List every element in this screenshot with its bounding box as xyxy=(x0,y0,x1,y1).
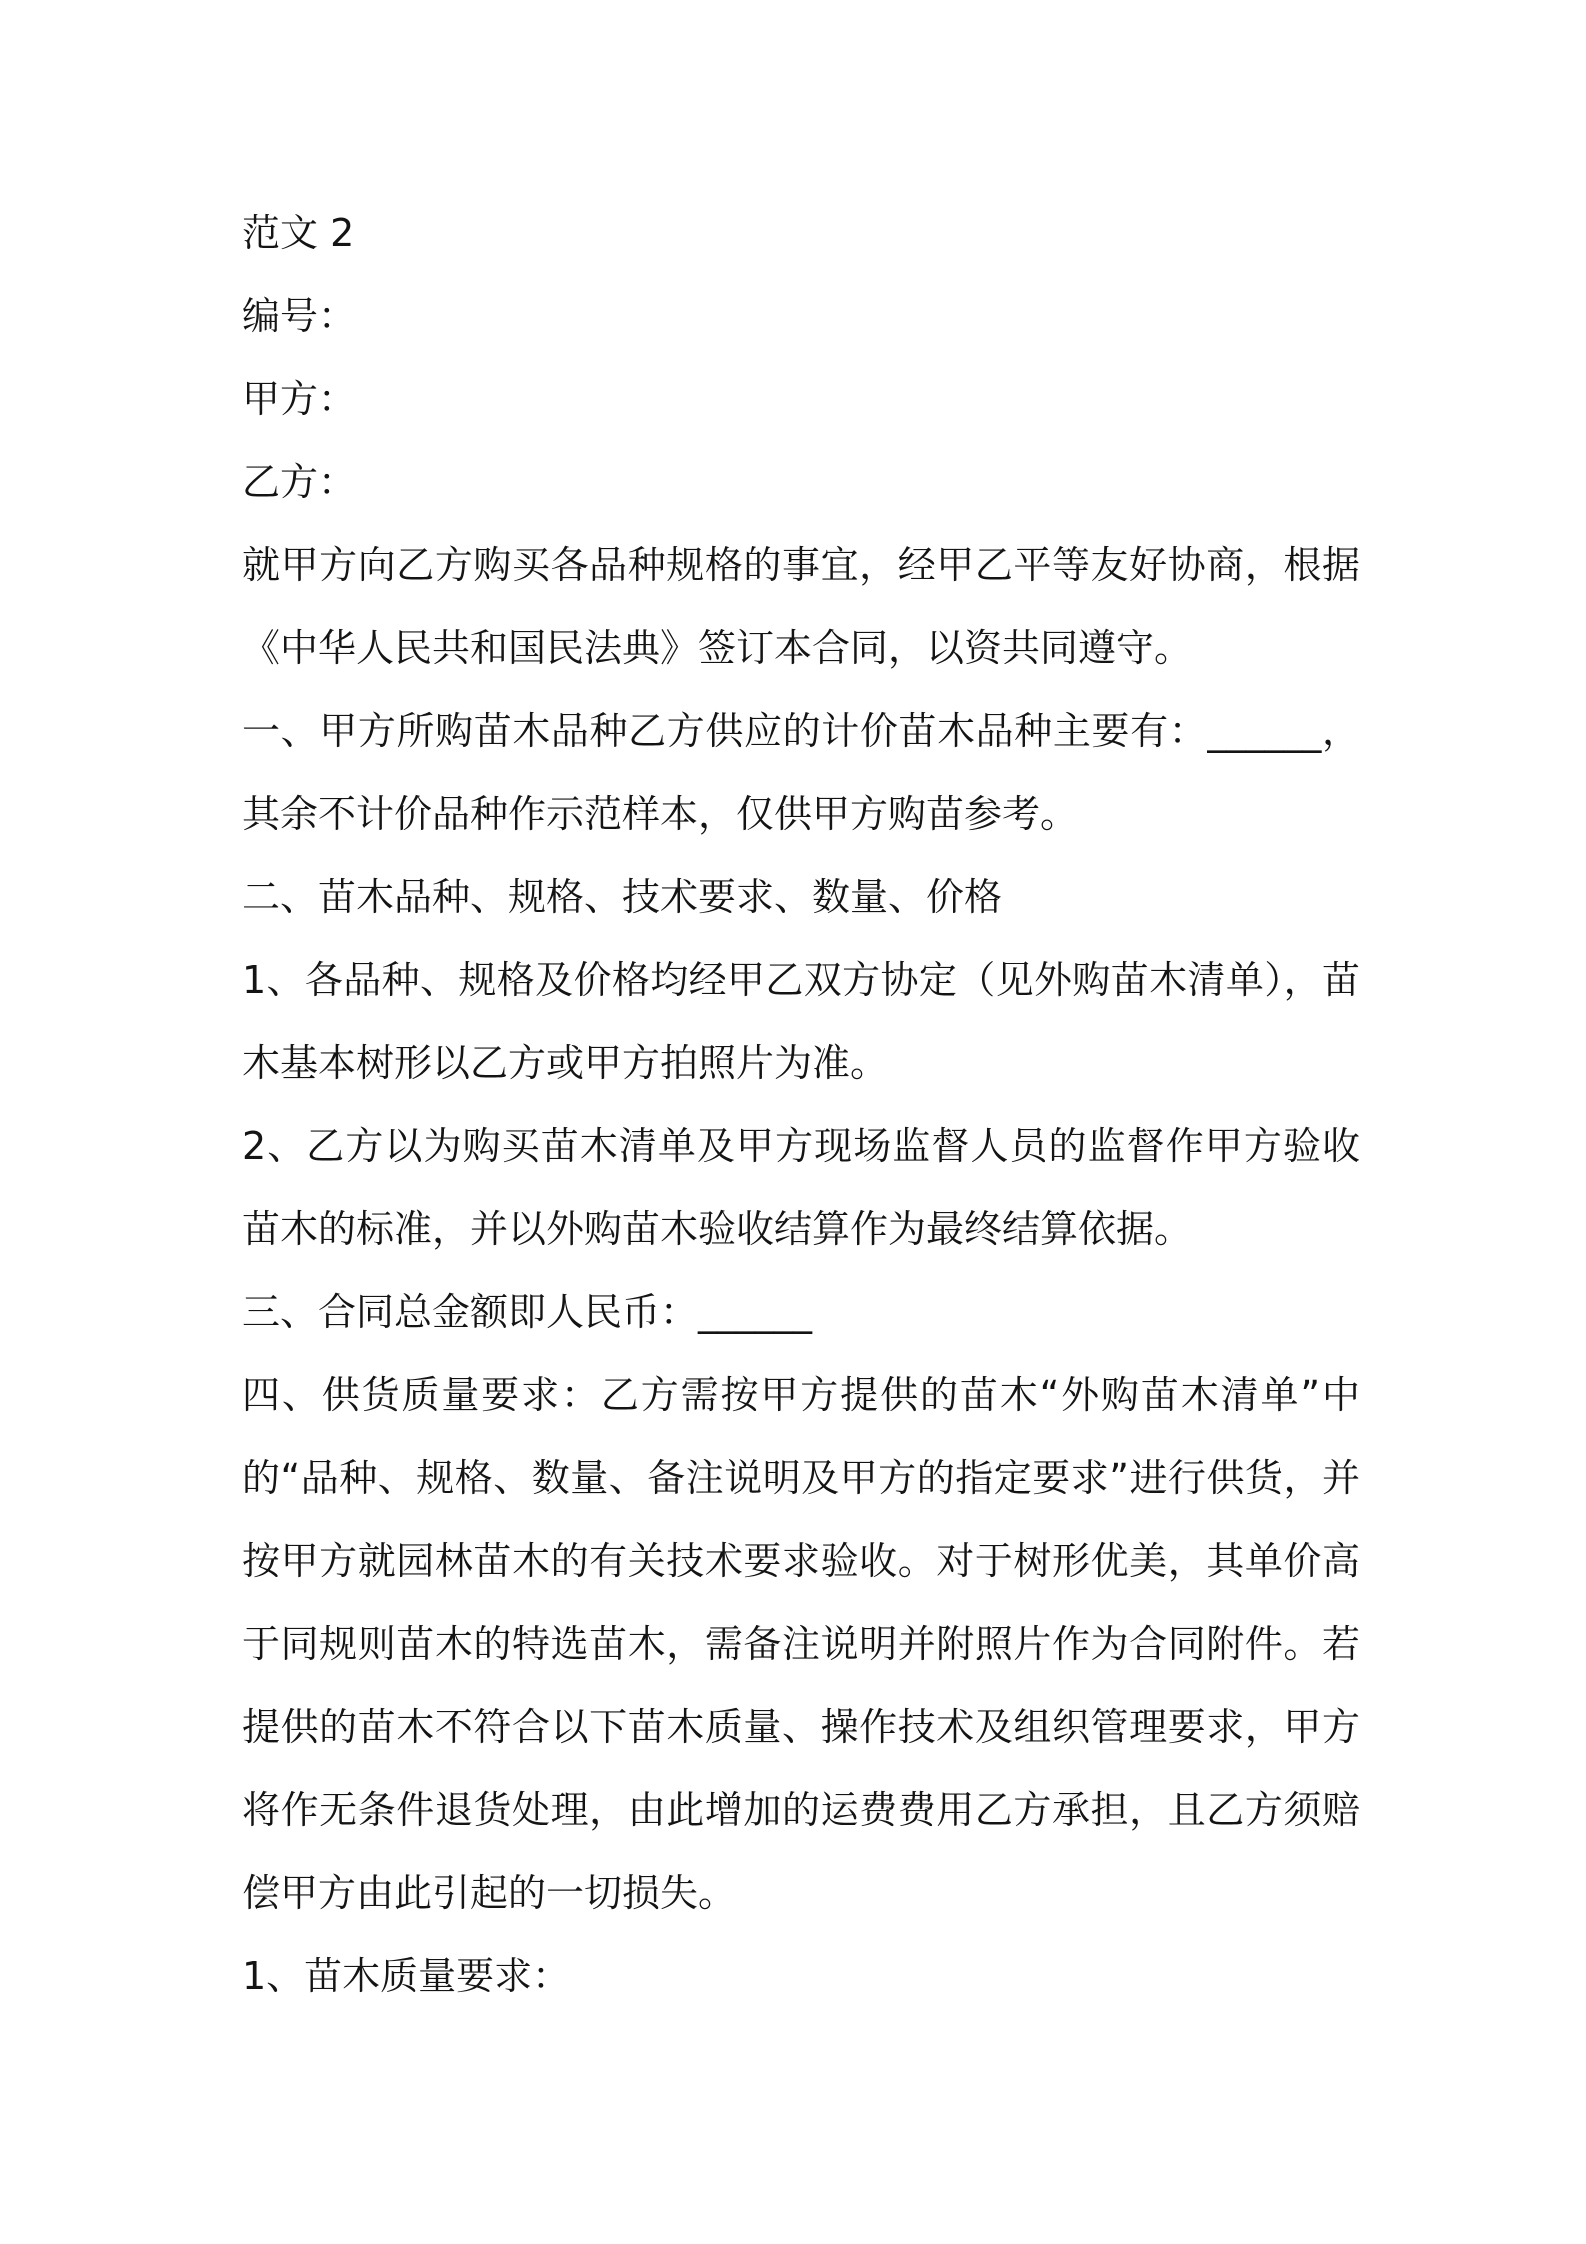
clause-2-item-1: 1、各品种、规格及价格均经甲乙双方协定（见外购苗木清单），苗木基本树形以乙方或甲方拍照片为准。 xyxy=(242,958,1360,1085)
party-a-label: 甲方： xyxy=(242,377,357,421)
document-body xyxy=(242,192,1360,2018)
clause-4-paragraph: 四、供货质量要求：乙方需按甲方提供的苗木“外购苗木清单”中的“品种、规格、数量、备注说明及甲方的指定要求”进行供货，并按甲方就园林苗木的有关技术要求验收。对于树形优美，其单价高于同规则苗木的特选苗木，需备注说明并附照片作为合同附件。若提供的苗木不符合以下苗木质量、操作技术及组织管理要求，甲方将作无条件退货处理，由此增加的运费费用乙方承担，且乙方须赔偿甲方由此引起的一切损失。 xyxy=(242,1373,1360,1915)
document-heading: 范文 2 xyxy=(242,211,355,255)
clause-1-paragraph: 一、甲方所购苗木品种乙方供应的计价苗木品种主要有：______，其余不计价品种作示范样本，仅供甲方购苗参考。 xyxy=(242,709,1360,836)
party-b-label: 乙方： xyxy=(242,460,357,504)
clause-3-paragraph: 三、合同总金额即人民币：______ xyxy=(242,1290,813,1334)
clause-2-item-2: 2、乙方以为购买苗木清单及甲方现场监督人员的监督作甲方验收苗木的标准，并以外购苗木验收结算作为最终结算依据。 xyxy=(242,1124,1360,1251)
contract-number-label: 编号： xyxy=(242,294,357,338)
clause-4-item-1-heading: 1、苗木质量要求： xyxy=(242,1954,571,1998)
preamble-paragraph: 就甲方向乙方购买各品种规格的事宜，经甲乙平等友好协商，根据《中华人民共和国民法典》签订本合同，以资共同遵守。 xyxy=(242,543,1360,670)
clause-2-heading: 二、苗木品种、规格、技术要求、数量、价格 xyxy=(242,875,1003,919)
